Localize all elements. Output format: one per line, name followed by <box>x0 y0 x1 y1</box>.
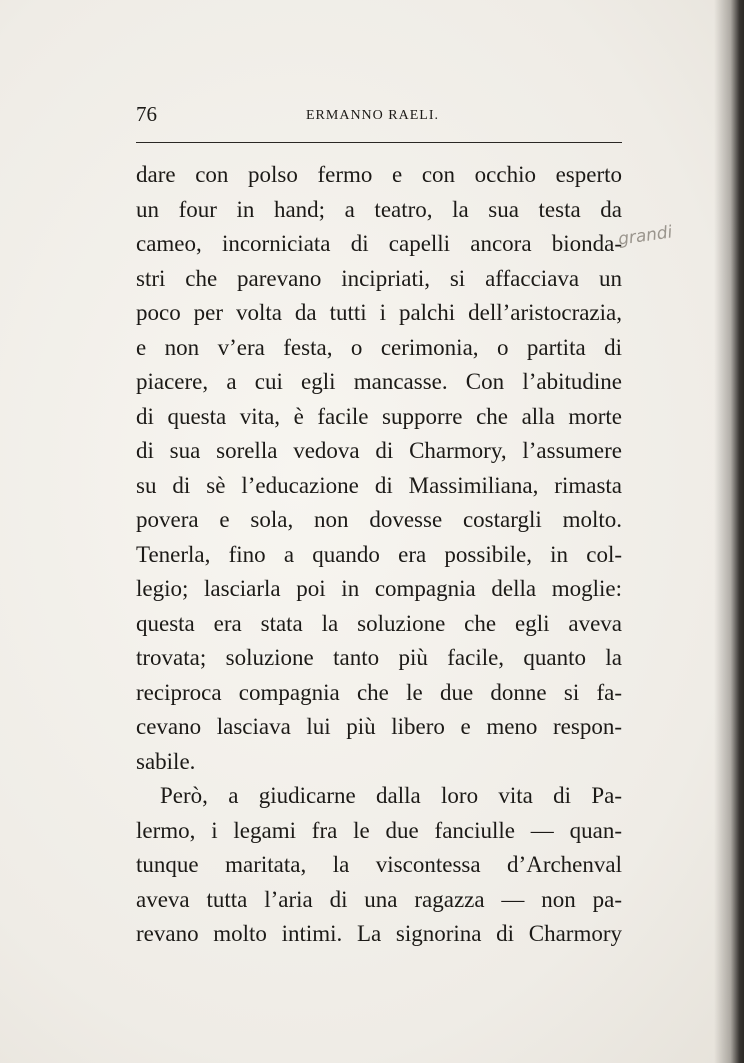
text-line: di sua sorella vedova di Charmory, l’assumere <box>136 438 622 463</box>
text-line: di questa vita, è facile supporre che alla morte <box>136 403 622 429</box>
text-line: cameo, incorniciata di capelli ancora bionda- <box>136 231 622 256</box>
text-line: piacere, a cui egli mancasse. Con l’abitudine <box>136 369 622 394</box>
text-line: Però, a giudicarne dalla loro vita di Pa- <box>160 783 622 808</box>
text-line: questa era stata la soluzione che egli aveva <box>136 610 622 636</box>
text-line: e non v’era festa, o cerimonia, o partita di <box>136 334 622 360</box>
text-line: stri che parevano incipriati, si affacciava un <box>136 265 622 291</box>
text-line: aveva tutta l’aria di una ragazza — non pa- <box>136 886 622 912</box>
text-line: revano molto intimi. La signorina di Charmory <box>136 921 622 946</box>
page-edge-shadow <box>714 0 744 1063</box>
header-rule <box>136 142 622 143</box>
text-line: tunque maritata, la viscontessa d’Archenval <box>136 852 622 877</box>
text-line: dare con polso fermo e con occhio esperto <box>136 162 622 187</box>
text-line: legio; lasciarla poi in compagnia della moglie: <box>136 576 622 601</box>
text-line: un four in hand; a teatro, la sua testa da <box>136 196 622 222</box>
text-line: povera e sola, non dovesse costargli molto. <box>136 507 622 532</box>
text-line: sabile. <box>136 748 196 774</box>
page-number: 76 <box>136 102 157 126</box>
text-line: cevano lasciava lui più libero e meno respon- <box>136 714 622 739</box>
text-line: reciproca compagnia che le due donne si fa- <box>136 679 622 705</box>
text-line: poco per volta da tutti i palchi dell’aristocrazia, <box>136 300 622 325</box>
running-title: ERMANNO RAELI. <box>306 108 439 123</box>
body-text <box>136 158 622 952</box>
text-line: lermo, i legami fra le due fanciulle — quan- <box>136 817 622 843</box>
text-line: trovata; soluzione tanto più facile, quanto la <box>136 645 622 670</box>
running-head <box>136 100 622 130</box>
text-line: su di sè l’educazione di Massimiliana, rimasta <box>136 472 622 498</box>
handwritten-marginal-note: grandi <box>616 222 674 250</box>
text-line: Tenerla, fino a quando era possibile, in col- <box>136 541 622 567</box>
